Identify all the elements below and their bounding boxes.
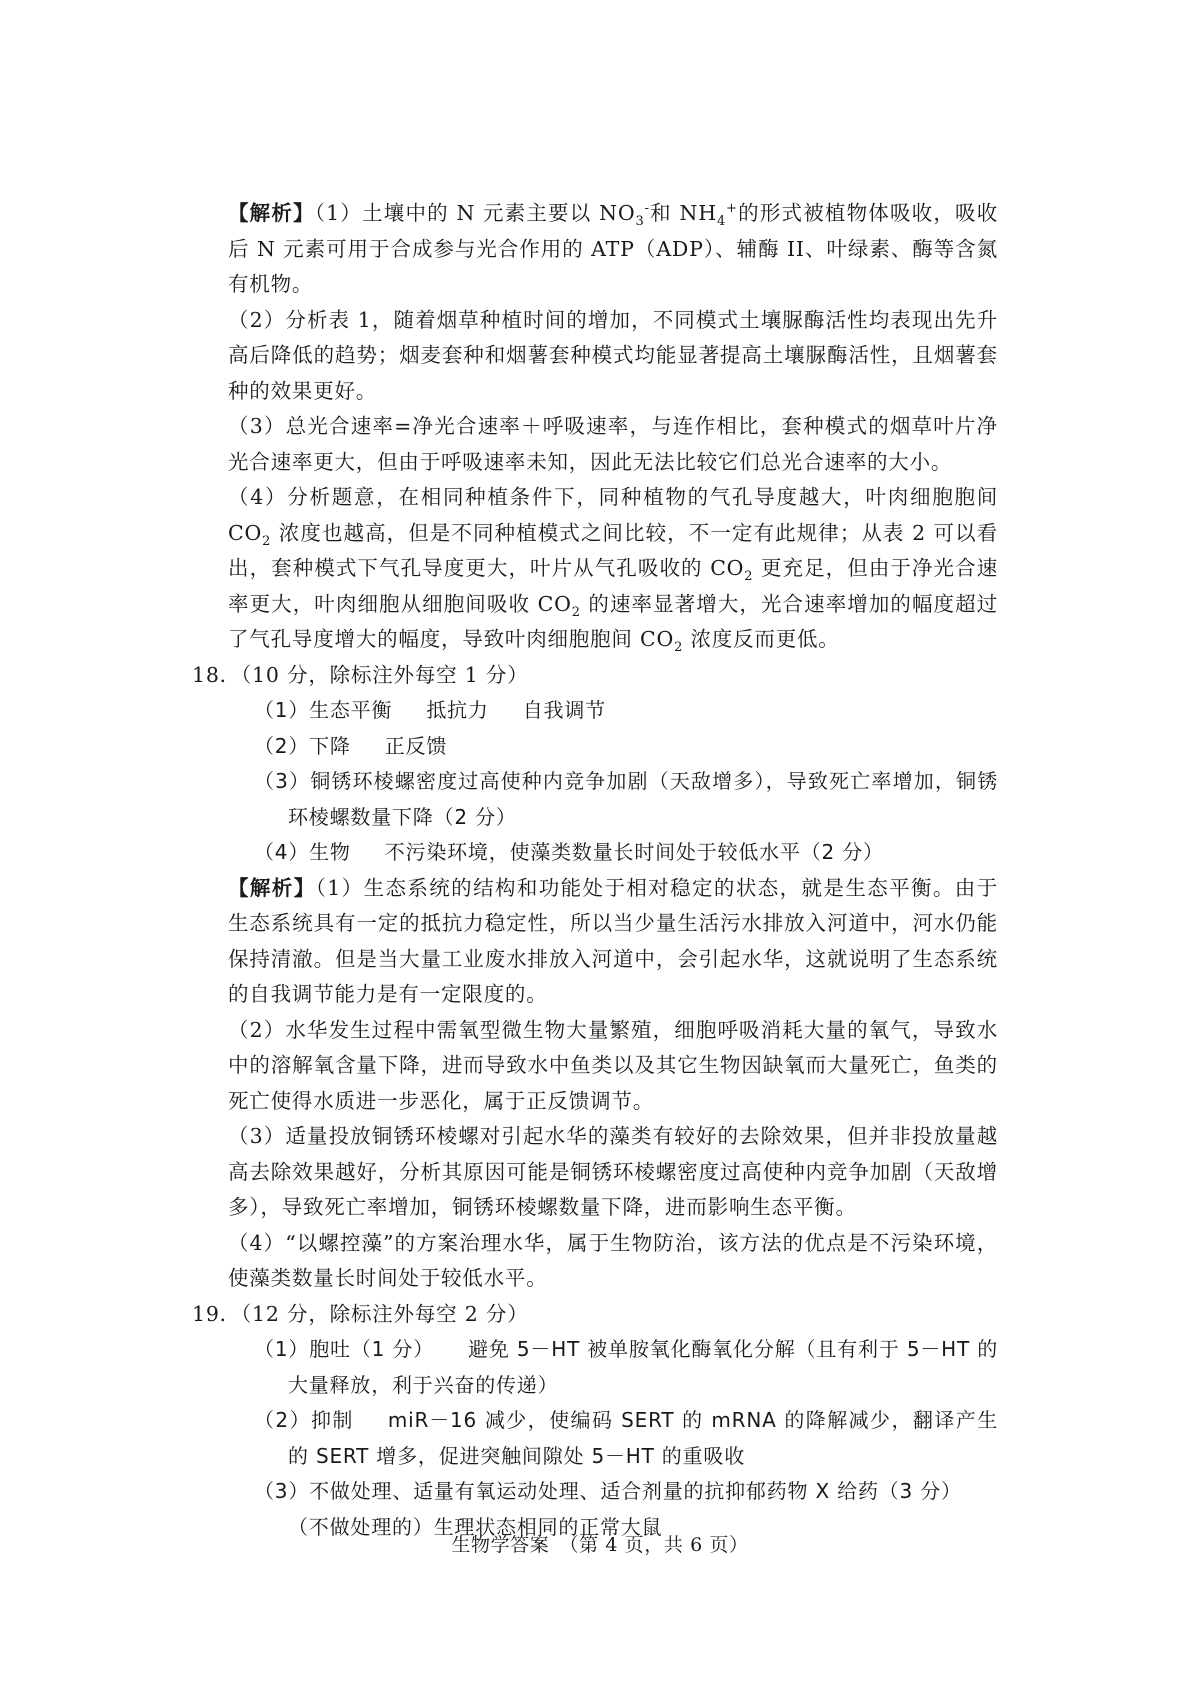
- q19-answer-3: （3）不做处理、适量有氧运动处理、适合剂量的抗抑郁药物 X 给药（3 分）: [254, 1479, 962, 1503]
- analysis-tag: 【解析】: [228, 875, 316, 900]
- q19-answer-2: （2）抑制 miR－16 减少，使编码 SERT 的 mRNA 的降解减少，翻译产生的 SERT 增多，促进突触间隙处 5－HT 的重吸收: [254, 1408, 998, 1468]
- q19-answer-3b: （不做处理的）生理状态相同的正常大鼠: [288, 1514, 663, 1539]
- q18-analysis-p3: （3）适量投放铜锈环棱螺对引起水华的藻类有较好的去除效果，但并非投放量越高去除效果越好，分析其原因可能是铜锈环棱螺密度过高使种内竞争加剧（天敌增多），导致死亡率增加，铜锈环棱螺数量下降，进而影响生态平衡。: [228, 1124, 998, 1219]
- analysis-tag: 【解析】: [228, 201, 315, 225]
- q17-analysis-p3: （3）总光合速率=净光合速率＋呼吸速率，与连作相比，套种模式的烟草叶片净光合速率更大，但由于呼吸速率未知，因此无法比较它们总光合速率的大小。: [228, 414, 998, 474]
- q18-answer-4: （4）生物 不污染环境，使藻类数量长时间处于较低水平（2 分）: [254, 840, 884, 864]
- question-number: 19．: [192, 1301, 241, 1326]
- q17-analysis-p2: （2）分析表 1，随着烟草种植时间的增加，不同模式土壤脲酶活性均表现出先升高后降低的趋势；烟麦套种和烟薯套种模式均能显著提高土壤脲酶活性，且烟薯套种的效果更好。: [228, 307, 998, 403]
- q18-answer-3: （3）铜锈环棱螺密度过高使种内竞争加剧（天敌增多），导致死亡率增加，铜锈环棱螺数量下降（2 分）: [254, 769, 998, 829]
- q18-analysis-p4: （4）“以螺控藻”的方案治理水华，属于生物防治，该方法的优点是不污染环境，使藻类数量长时间处于较低水平。: [228, 1230, 998, 1290]
- q19-header: 19．（12 分，除标注外每空 2 分）: [192, 1301, 529, 1326]
- q17-analysis-p1: 【解析】（1）土壤中的 N 元素主要以 $NO_3^-$和 $NH_4^+$的形式被植物体吸收，吸收后 N 元素可用于合成参与光合作用的 ATP（ADP）、辅酶 II、叶绿素、酶等含氮有机物。: [228, 201, 998, 296]
- q17-analysis-p4: （4）分析题意，在相同种植条件下，同种植物的气孔导度越大，叶肉细胞胞间 $CO_2$ 浓度也越高，但是不同种植模式之间比较，不一定有此规律；从表 2 可以看出，套种模式下气孔导度更大，叶片从气孔吸收的 $CO_2$ 更充足，但由于净光合速率更大，叶肉细胞从细胞间吸收 $CO_2$ 的速率显著增大，光合速率增加的幅度超过了气孔导度增大的幅度，导致叶肉细胞胞间 $CO_2$ 浓度反而更低。: [228, 485, 999, 656]
- q18-answer-1: （1）生态平衡 抵抗力 自我调节: [254, 698, 606, 722]
- q18-analysis-p2: （2）水华发生过程中需氧型微生物大量繁殖，细胞呼吸消耗大量的氧气，导致水中的溶解氧含量下降，进而导致水中鱼类以及其它生物因缺氧而大量死亡，鱼类的死亡使得水质进一步恶化，属于正反馈调节。: [228, 1017, 998, 1113]
- q18-answer-2: （2）下降 正反馈: [254, 733, 448, 758]
- q18-analysis-p1: 【解析】（1）生态系统的结构和功能处于相对稳定的状态，就是生态平衡。由于生态系统具有一定的抵抗力稳定性，所以当少量生活污水排放入河道中，河水仍能保持清澈。但是当大量工业废水排放入河道中，会引起水华，这就说明了生态系统的自我调节能力是有一定限度的。: [228, 875, 999, 1006]
- question-number: 18．: [192, 662, 241, 687]
- q18-header: 18．（10 分，除标注外每空 1 分）: [192, 662, 529, 687]
- page-content: [192, 196, 999, 1545]
- q19-answer-1: （1）胞吐（1 分） 避免 5－HT 被单胺氧化酶氧化分解（且有利于 5－HT 的大量释放，利于兴奋的传递）: [254, 1337, 999, 1397]
- page-footer: 生物学答案 （第 4 页，共 6 页）: [451, 1534, 749, 1556]
